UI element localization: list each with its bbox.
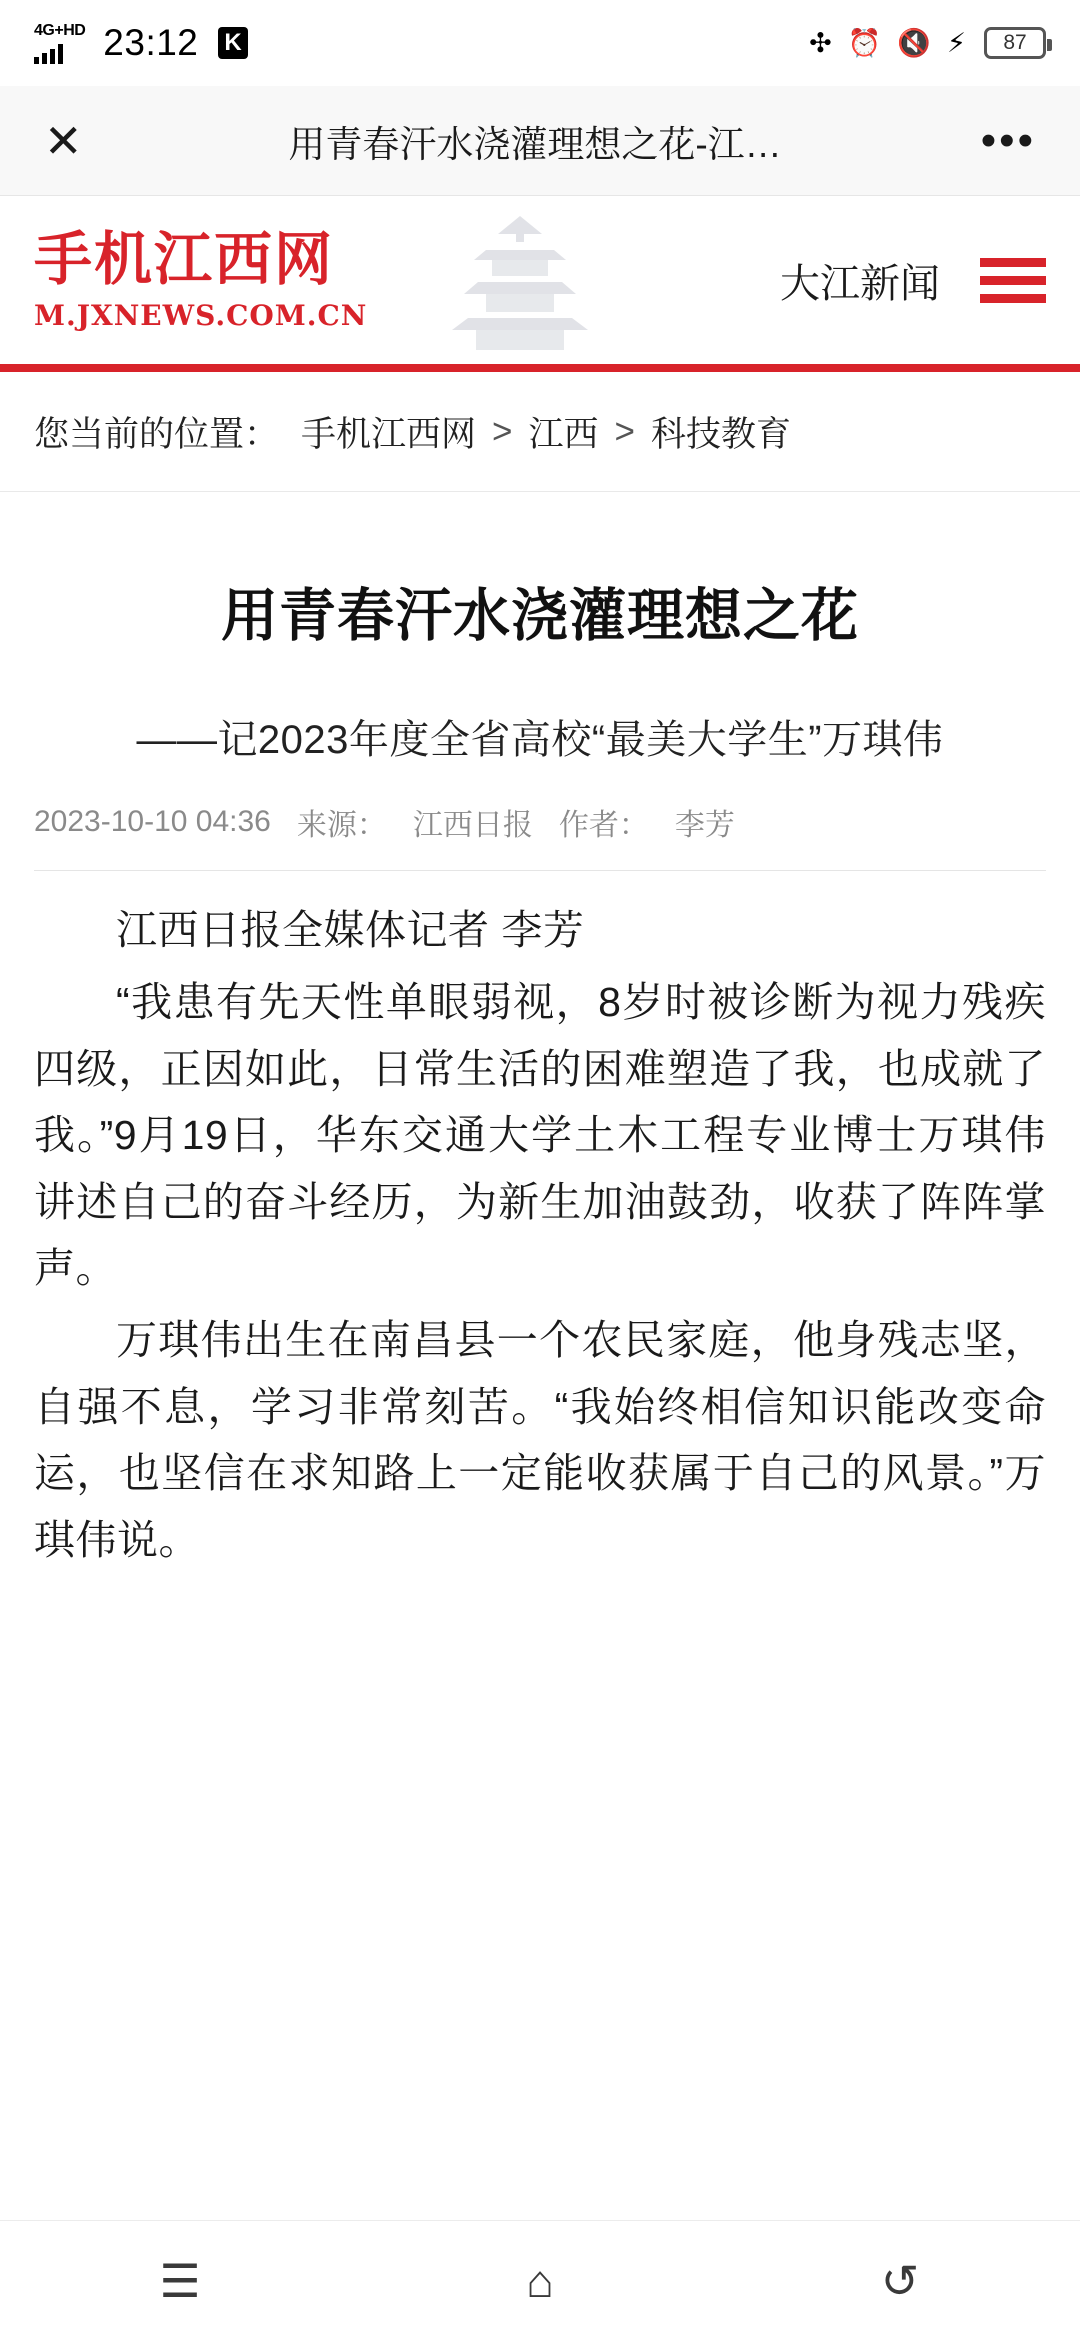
recents-icon: ☰ xyxy=(159,2254,201,2307)
status-bar-left xyxy=(34,22,248,64)
page-title: 用青春汗水浇灌理想之花-江… xyxy=(288,123,782,165)
home-button[interactable] xyxy=(480,2254,600,2307)
bluetooth-icon: ✣ xyxy=(809,27,832,58)
article-source-label: 来源： xyxy=(296,809,387,842)
article-meta xyxy=(34,800,1046,871)
article-author-label: 作者： xyxy=(558,809,649,842)
breadcrumb-separator: > xyxy=(614,411,635,451)
header-nav-link[interactable]: 大江新闻 xyxy=(780,261,940,306)
article-body xyxy=(34,897,1046,1573)
browser-top-bar xyxy=(0,86,1080,196)
mute-icon: 🔇 xyxy=(897,27,932,58)
article-author: 李芳 xyxy=(674,809,735,842)
status-bar-right xyxy=(809,27,1046,59)
hamburger-icon[interactable] xyxy=(980,258,1046,303)
breadcrumb-separator: > xyxy=(492,411,513,451)
breadcrumb-label: 您当前的位置： xyxy=(34,414,280,454)
back-button[interactable] xyxy=(840,2254,960,2307)
pagoda-icon xyxy=(430,212,610,352)
article-headline: 用青春汗水浇灌理想之花 xyxy=(221,583,859,649)
k-badge-icon: K xyxy=(218,27,247,59)
alarm-icon: ⏰ xyxy=(847,27,882,58)
site-logo[interactable] xyxy=(34,224,368,333)
charging-icon: ⚡ xyxy=(947,27,966,58)
site-header xyxy=(0,196,1080,364)
breadcrumb-item-home[interactable]: 手机江西网 xyxy=(301,414,477,454)
status-clock: 23:12 xyxy=(103,22,199,63)
logo-chinese-text: 手机江西网 xyxy=(34,224,335,293)
header-accent-rule xyxy=(0,364,1080,372)
article-paragraph: “我患有先天性单眼弱视，8岁时被诊断为视力残疾四级，正因如此，日常生活的困难塑造了我，也成就了我。”9月19日，华东交通大学土木工程专业博士万琪伟讲述自己的奋斗经历，为新生加油鼓劲，收获了阵阵掌声。 xyxy=(34,979,1046,1292)
article-container xyxy=(0,570,1080,1573)
back-icon: ↺ xyxy=(880,2254,920,2307)
article-datetime: 2023-10-10 04:36 xyxy=(34,805,271,838)
home-icon: ⌂ xyxy=(526,2254,554,2307)
status-bar xyxy=(0,0,1080,86)
close-icon[interactable]: ✕ xyxy=(44,114,83,167)
logo-domain-text: M.JXNEWS.COM.CN xyxy=(34,299,368,333)
article-paragraph: 江西日报全媒体记者 李芳 xyxy=(116,907,585,953)
network-type-label: 4G+HD xyxy=(34,21,86,39)
breadcrumb-item-jiangxi[interactable]: 江西 xyxy=(528,414,599,454)
article-subheadline: ——记2023年度全省高校“最美大学生”万琪伟 xyxy=(136,718,944,762)
battery-indicator: 87 xyxy=(984,27,1046,59)
article-paragraph: 万琪伟出生在南昌县一个农民家庭，他身残志坚，自强不息，学习非常刻苦。“我始终相信知识能改变命运，也坚信在求知路上一定能收获属于自己的风景。”万琪伟说。 xyxy=(34,1317,1046,1563)
network-indicator xyxy=(34,23,85,64)
signal-bars-icon xyxy=(34,42,63,64)
breadcrumb xyxy=(0,372,1080,492)
recents-button[interactable] xyxy=(120,2254,240,2307)
article-source: 江西日报 xyxy=(412,809,533,842)
system-nav-bar xyxy=(0,2220,1080,2340)
more-options-icon[interactable]: ••• xyxy=(980,115,1036,165)
breadcrumb-item-category[interactable]: 科技教育 xyxy=(650,414,791,454)
